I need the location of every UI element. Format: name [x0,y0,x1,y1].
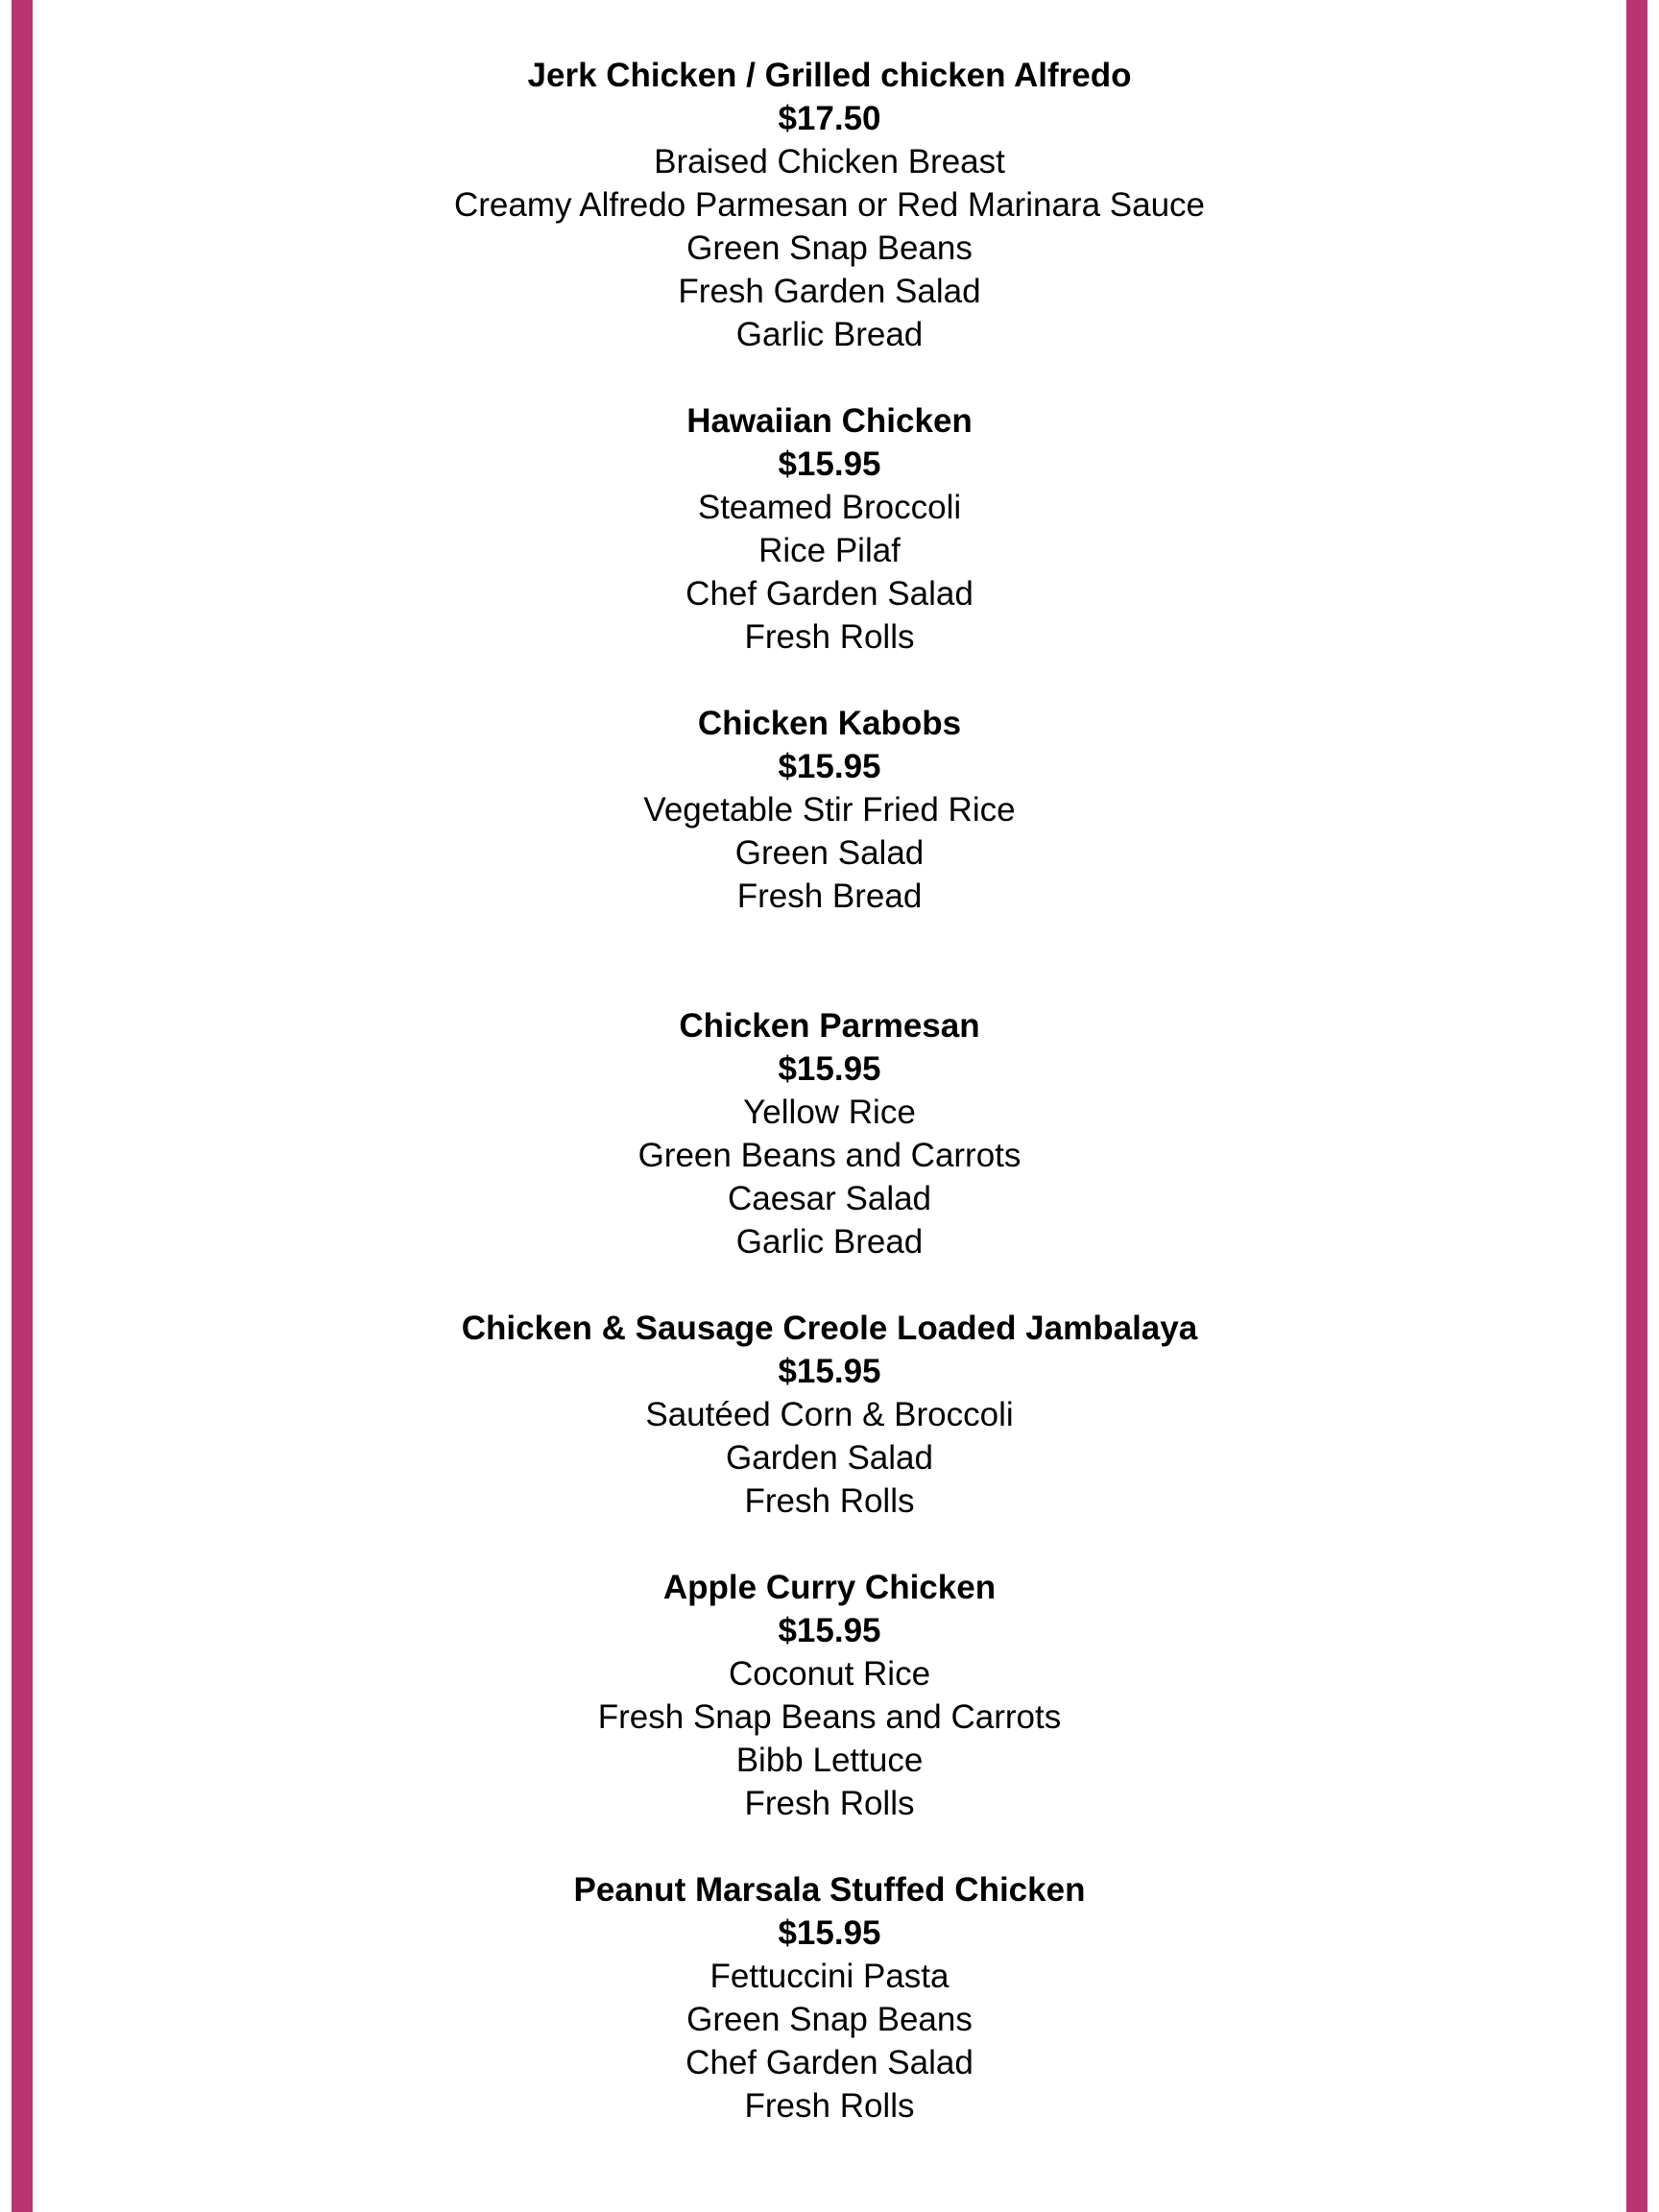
menu-item-name: Apple Curry Chicken [662,1569,997,1606]
menu-item-name: Chicken Parmesan [679,1007,980,1045]
menu-item-price: $15.95 [778,748,881,785]
menu-item-side: Yellow Rice [743,1094,916,1131]
menu-item-name: Jerk Chicken / Grilled chicken Alfredo [527,57,1132,94]
menu-item-side: Vegetable Stir Fried Rice [643,791,1016,829]
menu-item-side: Garlic Bread [735,1223,924,1261]
menu-item-side: Chef Garden Salad [685,575,974,613]
menu-item-price: $15.95 [778,1914,881,1952]
menu-item-price: $15.95 [778,1050,881,1088]
menu-item-price: $15.95 [778,1353,881,1390]
menu-item-name: Chicken & Sausage Creole Loaded Jambalaya [461,1310,1198,1347]
menu-item-name: Peanut Marsala Stuffed Chicken [573,1871,1086,1909]
menu-item-hawaiian-chicken [0,399,1659,659]
menu-item-side: Fresh Rolls [744,1785,915,1822]
menu-item-side: Rice Pilaf [758,532,901,569]
menu-item-name: Hawaiian Chicken [686,402,973,440]
menu-item-side: Green Salad [734,834,925,872]
menu-item-side: Fresh Rolls [744,1482,915,1520]
menu-item-price: $15.95 [778,1612,881,1649]
menu-item-side: Creamy Alfredo Parmesan or Red Marinara Sauce [453,186,1205,224]
menu-item-side: Chef Garden Salad [685,2044,974,2081]
menu-item-name: Chicken Kabobs [697,705,962,742]
menu-item-side: Fresh Rolls [744,2087,915,2125]
menu-item-side: Fresh Rolls [744,618,915,656]
menu-item-side: Bibb Lettuce [735,1742,924,1779]
menu-item-side: Green Snap Beans [686,229,973,267]
menu-item-side: Garlic Bread [735,316,924,353]
menu-item-jambalaya [0,1307,1659,1523]
menu-item-side: Fresh Bread [736,878,923,915]
menu-item-side: Coconut Rice [728,1655,931,1693]
menu-item-side: Sautéed Corn & Broccoli [645,1396,1014,1433]
menu-item-side: Steamed Broccoli [697,489,962,526]
menu-item-side: Fresh Garden Salad [678,273,981,310]
menu-item-side: Braised Chicken Breast [654,143,1005,180]
menu-item-peanut-marsala [0,1868,1659,2128]
menu-item-price: $17.50 [778,100,881,137]
menu-item-price: $15.95 [778,445,881,483]
menu-item-side: Fettuccini Pasta [709,1958,950,1995]
menu-item-side: Green Beans and Carrots [637,1137,1022,1174]
menu-item-apple-curry-chicken [0,1566,1659,1825]
menu-item-side: Caesar Salad [727,1180,932,1217]
menu-item-chicken-kabobs [0,702,1659,918]
menu-item-side: Garden Salad [726,1439,933,1477]
menu-item-side: Green Snap Beans [686,2001,973,2038]
menu-item-jerk-chicken [0,54,1659,356]
menu-item-side: Fresh Snap Beans and Carrots [597,1698,1062,1736]
menu-item-chicken-parmesan [0,1004,1659,1263]
